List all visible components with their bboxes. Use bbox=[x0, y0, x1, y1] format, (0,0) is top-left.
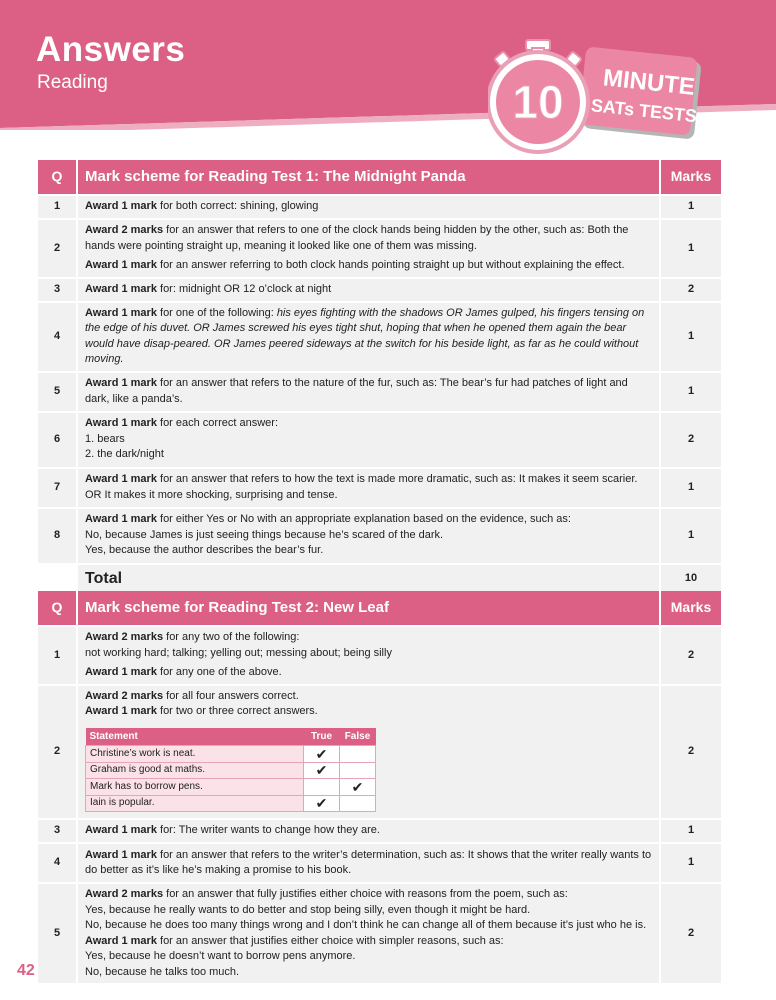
question-number: 6 bbox=[38, 413, 76, 467]
answer-cell: Award 2 marks for any two of the following: not working hard; talking; yelling out; messing about; being silly Award 1 mark for any one of the above. bbox=[78, 627, 659, 684]
question-number: 5 bbox=[38, 373, 76, 411]
marks-cell: 1 bbox=[661, 509, 721, 563]
marks-cell: 1 bbox=[661, 303, 721, 371]
question-number: 1 bbox=[38, 627, 76, 684]
answer-cell: Award 2 marks for an answer that fully justifies either choice with reasons from the poem, such as: Yes, because he really wants to do better and stop being silly, even though it might be hard. No, because he does too many things wrong and I don’t think he can change all of them because it’s just who he is. Award 1 mark for an answer that justifies either choice with simpler reasons, such as: Yes, because he doesn’t want to borrow pens anymore. No, because he talks too much. bbox=[78, 884, 659, 983]
question-number: 5 bbox=[38, 884, 76, 983]
false-tick bbox=[340, 746, 376, 763]
page-title: Answers bbox=[36, 30, 186, 69]
table-row bbox=[38, 686, 721, 819]
marks-cell: 2 bbox=[661, 413, 721, 467]
answer-cell: Award 1 mark for an answer that refers to the nature of the fur, such as: The bear’s fur had patches of light and dark, like a panda’s. bbox=[78, 373, 659, 411]
table-row bbox=[38, 884, 721, 983]
true-header: True bbox=[304, 728, 340, 746]
logo-word-sats: SATs TESTS bbox=[590, 95, 698, 127]
question-number: 8 bbox=[38, 509, 76, 563]
page-subtitle: Reading bbox=[37, 72, 108, 93]
true-tick: ✔ bbox=[304, 746, 340, 763]
marks-cell: 1 bbox=[661, 844, 721, 882]
true-tick bbox=[304, 779, 340, 796]
table-row bbox=[38, 469, 721, 507]
logo-number: 10 bbox=[512, 76, 564, 128]
table-row bbox=[38, 196, 721, 218]
total-marks: 10 bbox=[661, 565, 721, 594]
table-row bbox=[38, 303, 721, 371]
statement-row bbox=[86, 746, 376, 763]
table-row bbox=[38, 413, 721, 467]
statement-header: Statement bbox=[86, 728, 304, 746]
mark-scheme-table-test-1 bbox=[36, 158, 723, 596]
true-tick: ✔ bbox=[304, 795, 340, 812]
table-row bbox=[38, 279, 721, 301]
question-number: 7 bbox=[38, 469, 76, 507]
statement-text: Mark has to borrow pens. bbox=[86, 779, 304, 796]
marks-cell: 2 bbox=[661, 279, 721, 301]
table-row bbox=[38, 844, 721, 882]
ten-minute-sats-logo bbox=[488, 34, 708, 164]
total-label: Total bbox=[78, 565, 659, 594]
test1-title: Mark scheme for Reading Test 1: The Midnight Panda bbox=[78, 160, 659, 194]
marks-cell: 1 bbox=[661, 220, 721, 277]
marks-cell: 2 bbox=[661, 884, 721, 983]
table-row bbox=[38, 627, 721, 684]
false-header: False bbox=[340, 728, 376, 746]
true-tick: ✔ bbox=[304, 762, 340, 779]
statement-row bbox=[86, 779, 376, 796]
answer-cell: Award 1 mark for both correct: shining, glowing bbox=[78, 196, 659, 218]
col-q-header: Q bbox=[38, 160, 76, 194]
mark-scheme-table-test-2 bbox=[36, 589, 723, 985]
page-header bbox=[0, 0, 776, 130]
marks-cell: 1 bbox=[661, 469, 721, 507]
test2-title: Mark scheme for Reading Test 2: New Leaf bbox=[78, 591, 659, 625]
answer-cell: Award 2 marks for an answer that refers to one of the clock hands being hidden by the other, such as: Both the hands were pointing straight up, meaning it looked like one of them was missing. Award 1 mark for an answer referring to both clock hands pointing straight up but without explaining the effect. bbox=[78, 220, 659, 277]
logo-word-minute: MINUTE bbox=[601, 64, 697, 101]
answer-cell: Award 1 mark for an answer that refers to how the text is made more dramatic, such as: It makes it seem scarier. OR It makes it more shocking, surprising and tense. bbox=[78, 469, 659, 507]
statement-text: Christine’s work is neat. bbox=[86, 746, 304, 763]
false-tick: ✔ bbox=[340, 779, 376, 796]
col-q-header: Q bbox=[38, 591, 76, 625]
table-row bbox=[38, 220, 721, 277]
marks-cell: 1 bbox=[661, 820, 721, 842]
table-row bbox=[38, 509, 721, 563]
answer-cell: Award 1 mark for: The writer wants to change how they are. bbox=[78, 820, 659, 842]
question-number: 2 bbox=[38, 686, 76, 819]
answer-cell: Award 1 mark for either Yes or No with an appropriate explanation based on the evidence, such as: No, because James is just seeing things because he’s scared of the dark. Yes, because the author describes the bear’s fur. bbox=[78, 509, 659, 563]
marks-cell: 2 bbox=[661, 627, 721, 684]
table-row bbox=[38, 373, 721, 411]
statement-text: Graham is good at maths. bbox=[86, 762, 304, 779]
statement-row bbox=[86, 762, 376, 779]
marks-cell: 1 bbox=[661, 196, 721, 218]
marks-cell: 2 bbox=[661, 686, 721, 819]
col-marks-header: Marks bbox=[661, 591, 721, 625]
table-row bbox=[38, 820, 721, 842]
false-tick bbox=[340, 795, 376, 812]
answer-cell: Award 1 mark for each correct answer: 1. bears 2. the dark/night bbox=[78, 413, 659, 467]
question-number: 2 bbox=[38, 220, 76, 277]
question-number: 4 bbox=[38, 844, 76, 882]
false-tick bbox=[340, 762, 376, 779]
marks-cell: 1 bbox=[661, 373, 721, 411]
answer-cell: Award 1 mark for an answer that refers to the writer’s determination, such as: It shows that the writer really wants to do better as it’s like he’s making a promise to his book. bbox=[78, 844, 659, 882]
statement-text: Iain is popular. bbox=[86, 795, 304, 812]
statement-row bbox=[86, 795, 376, 812]
question-number: 3 bbox=[38, 820, 76, 842]
question-number: 3 bbox=[38, 279, 76, 301]
col-marks-header: Marks bbox=[661, 160, 721, 194]
question-number: 1 bbox=[38, 196, 76, 218]
answer-cell: Award 1 mark for one of the following: his eyes fighting with the shadows OR James gulped, his fingers tensing on the edge of his duvet. OR James screwed his eyes tight shut, hoping that when he opened them again the bear would have disap-peared. OR James peered sideways at the switch for his beside light, as far as he could without moving. bbox=[78, 303, 659, 371]
answer-cell: Award 2 marks for all four answers correct. Award 1 mark for two or three correct answers. Statement True False Christine’s work is neat. ✔ Graham is good at maths. ✔ Mark has to borrow pens. ✔ Iain is popular. ✔ bbox=[78, 686, 659, 819]
question-number: 4 bbox=[38, 303, 76, 371]
answer-cell: Award 1 mark for: midnight OR 12 o’clock at night bbox=[78, 279, 659, 301]
statement-table bbox=[85, 728, 376, 813]
page-number: 42 bbox=[17, 962, 35, 979]
